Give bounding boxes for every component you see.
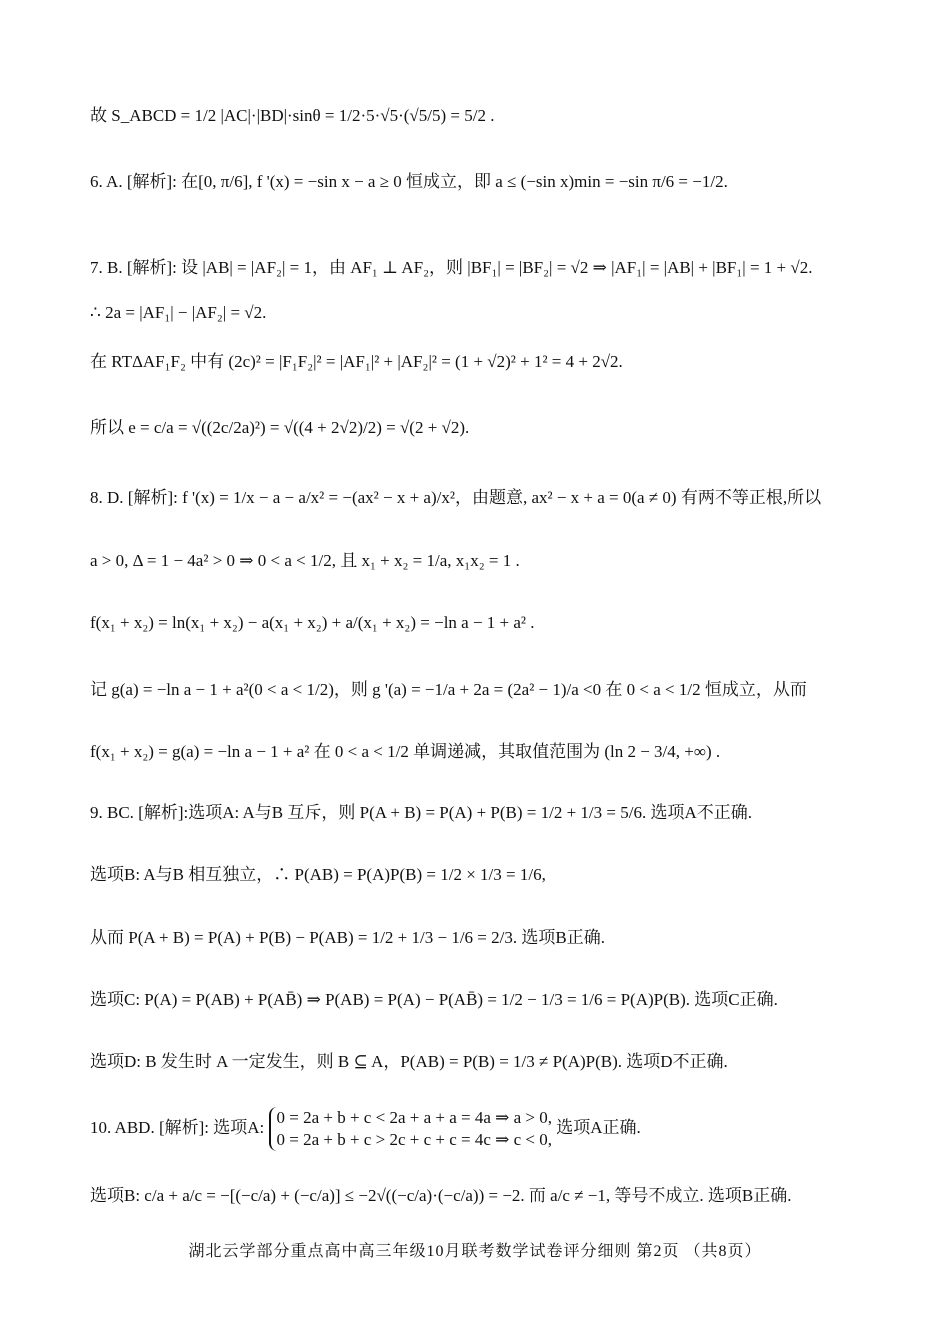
answer-6: 6. A. [解析]: 在[0, π/6], f '(x) = −sin x − a ≥ 0 恒成立，即 a ≤ (−sin x)min = −sin π/6 = −1/2.	[90, 172, 728, 191]
answer-10-option-b: 选项B: c/a + a/c = −[(−c/a) + (−c/a)] ≤ −2√((−c/a)·(−c/a)) = −2. 而 a/c ≠ −1, 等号不成立. 选项B正确.	[90, 1186, 792, 1205]
answer-8-line-2: a > 0, Δ = 1 − 4a² > 0 ⇒ 0 < a < 1/2, 且 x₁ + x₂ = 1/a, x₁x₂ = 1 .	[90, 551, 520, 570]
system-row-2: 0 = 2a + b + c > 2c + c + c = 4c ⇒ c < 0,	[276, 1130, 553, 1150]
line-area-formula: 故 S_ABCD = 1/2 |AC|·|BD|·sinθ = 1/2·5·√5·(√5/5) = 5/2 .	[90, 106, 495, 125]
answer-10	[90, 1100, 870, 1156]
answer-8: 8. D. [解析]: f '(x) = 1/x − a − a/x² = −(ax² − x + a)/x²，由题意, ax² − x + a = 0(a ≠ 0) 有两不等正根,所以	[90, 488, 822, 507]
answer-7-line-3: 在 RTΔAF₁F₂ 中有 (2c)² = |F₁F₂|² = |AF₁|² + |AF₂|² = (1 + √2)² + 1² = 4 + 2√2.	[90, 352, 623, 371]
answer-10-label: 10. ABD. [解析]: 选项A:	[90, 1118, 265, 1137]
answer-7-line-4: 所以 e = c/a = √((2c/2a)²) = √((4 + 2√2)/2) = √(2 + √2).	[90, 418, 470, 437]
answer-9-option-c: 选项C: P(A) = P(AB) + P(AB̄) ⇒ P(AB) = P(A) − P(AB̄) = 1/2 − 1/3 = 1/6 = P(A)P(B). 选项C正确.	[90, 990, 778, 1009]
answer-9: 9. BC. [解析]:选项A: A与B 互斥，则 P(A + B) = P(A) + P(B) = 1/2 + 1/3 = 5/6. 选项A不正确.	[90, 803, 752, 822]
answer-10-verdict: 选项A正确.	[556, 1118, 641, 1137]
answer-8-line-5: f(x₁ + x₂) = g(a) = −ln a − 1 + a² 在 0 < a < 1/2 单调递减，其取值范围为 (ln 2 − 3/4, +∞) .	[90, 742, 721, 761]
answer-7: 7. B. [解析]: 设 |AB| = |AF₂| = 1，由 AF₁ ⊥ AF₂，则 |BF₁| = |BF₂| = √2 ⇒ |AF₁| = |AB| + |BF₁| = 1 + √2.	[90, 258, 813, 277]
answer-8-line-4: 记 g(a) = −ln a − 1 + a²(0 < a < 1/2)，则 g '(a) = −1/a + 2a = (2a² − 1)/a <0 在 0 < a < 1/2 恒成立，从而	[90, 680, 807, 699]
answer-7-line-2: ∴ 2a = |AF₁| − |AF₂| = √2.	[90, 303, 267, 322]
answer-9-option-b-line-2: 从而 P(A + B) = P(A) + P(B) − P(AB) = 1/2 + 1/3 − 1/6 = 2/3. 选项B正确.	[90, 928, 605, 947]
inequality-system	[269, 1107, 553, 1151]
answer-9-option-b: 选项B: A与B 相互独立，∴ P(AB) = P(A)P(B) = 1/2 × 1/3 = 1/6,	[90, 865, 546, 884]
system-row-1: 0 = 2a + b + c < 2a + a + a = 4a ⇒ a > 0,	[276, 1108, 553, 1128]
page-footer: 湖北云学部分重点高中高三年级10月联考数学试卷评分细则 第2页 （共8页）	[188, 1243, 762, 1260]
answer-9-option-d: 选项D: B 发生时 A 一定发生，则 B ⊆ A，P(AB) = P(B) = 1/3 ≠ P(A)P(B). 选项D不正确.	[90, 1052, 728, 1071]
answer-8-line-3: f(x₁ + x₂) = ln(x₁ + x₂) − a(x₁ + x₂) + a/(x₁ + x₂) = −ln a − 1 + a² .	[90, 613, 535, 632]
